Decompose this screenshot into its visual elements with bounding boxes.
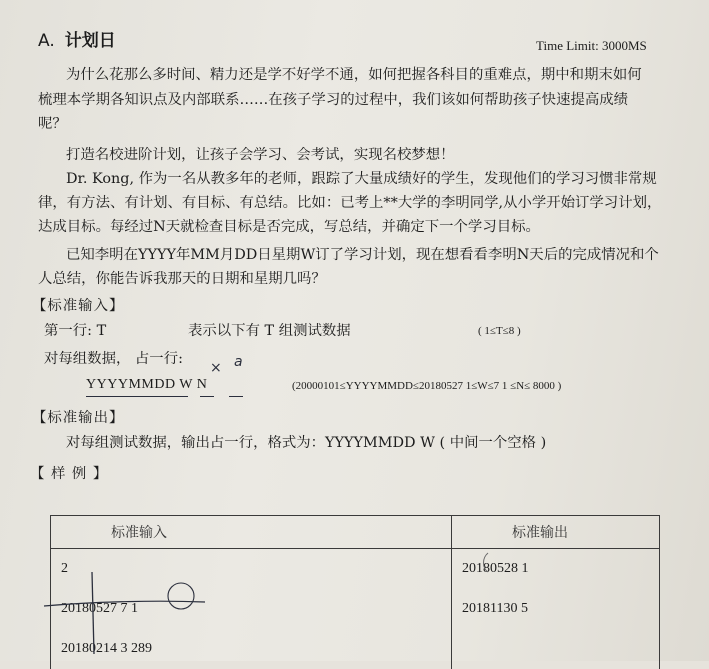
sample-input-header: 标准输入	[51, 516, 452, 549]
input-line1-range: ( 1≤T≤8 )	[478, 325, 521, 337]
handwritten-a-mark: a	[234, 354, 243, 370]
output-heading: 【标准输出】	[32, 410, 125, 426]
para4-line2: 人总结，你能告诉我那天的日期和星期几吗？	[38, 271, 326, 287]
pen-vertical-stroke	[92, 572, 94, 654]
pen-underline-stroke	[44, 601, 205, 606]
sample-output-cell: 20181130 5	[452, 589, 660, 629]
sample-input-cell: 20180214 3 289	[51, 629, 452, 669]
input-format-range: (20000101≤YYYYMMDD≤20180527 1≤W≤7 1 ≤N≤ 8000 )	[292, 380, 562, 392]
output-desc: 对每组测试数据，输出占一行，格式为：YYYYMMDD W ( 中间一个空格 )	[66, 435, 547, 451]
sample-heading: 【 样 例 】	[30, 466, 109, 482]
input-format: YYYYMMDD W N	[86, 377, 208, 392]
para3-line1: Dr. Kong, 作为一名从教多年的老师，跟踪了大量成绩好的学生，发现他们的学习习惯非常规	[66, 171, 657, 187]
pen-circle-mark	[168, 583, 194, 609]
input-line2-label: 对每组数据， 占一行:	[44, 351, 183, 367]
input-line1-label: 第一行: T	[44, 323, 107, 339]
para1-line1: 为什么花那么多时间、精力还是学不好学不通，如何把握各科目的重难点，期中和期末如何	[66, 67, 642, 83]
pen-bracket-mark	[484, 553, 489, 572]
para3-line2: 律，有方法、有计划、有目标、有总结。比如：已考上**大学的李明同学,从小学开始订学习计划，	[38, 195, 662, 211]
input-line1-desc: 表示以下有 T 组测试数据	[188, 323, 351, 339]
problem-letter: A.	[38, 31, 55, 51]
para1-line2: 梳理本学期各知识点及内部联系……在孩子学习的过程中，我们该如何帮助孩子快速提高成绩	[38, 92, 629, 108]
sample-input-cell: 20180527 7 1	[51, 589, 452, 629]
sample-output-cell: 20180528 1	[452, 549, 660, 590]
sample-output-header: 标准输出	[452, 516, 660, 549]
input-heading: 【标准输入】	[32, 298, 125, 314]
para1-line3: 呢？	[38, 116, 67, 132]
para3-line3: 达成目标。每经过N天就检查目标是否完成，写总结，并确定下一个学习目标。	[38, 219, 540, 235]
para2: 打造名校进阶计划，让孩子会学习、会考试，实现名校梦想！	[66, 147, 455, 163]
para4-line1: 已知李明在YYYY年MM月DD日星期W订了学习计划，现在想看看李明N天后的完成情况和个	[66, 247, 659, 263]
handwritten-x-mark: ×	[210, 360, 222, 376]
time-limit: Time Limit: 3000MS	[536, 38, 647, 53]
sample-input-cell: 2	[51, 549, 452, 590]
problem-name: 计划日	[64, 31, 116, 51]
